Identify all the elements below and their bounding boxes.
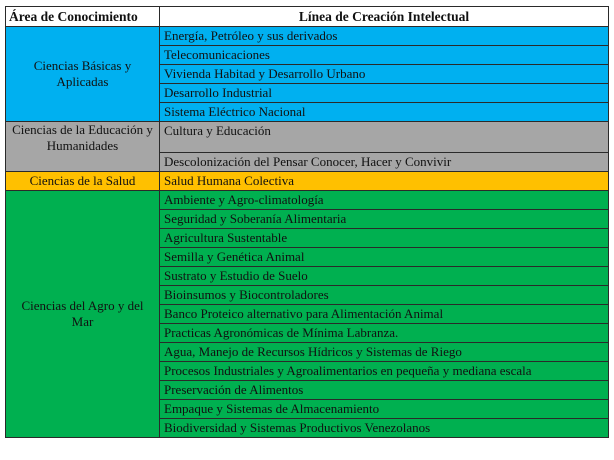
line-cell: Seguridad y Soberanía Alimentaria xyxy=(160,210,609,229)
header-line: Línea de Creación Intelectual xyxy=(160,7,609,27)
table-row xyxy=(6,122,609,153)
line-cell: Practicas Agronómicas de Mínima Labranza. xyxy=(160,324,609,343)
area-cell: Ciencias de la Salud xyxy=(6,172,160,191)
area-cell: Ciencias de la Educación y Humanidades xyxy=(6,122,160,172)
line-cell: Ambiente y Agro-climatología xyxy=(160,191,609,210)
table-body xyxy=(6,27,609,438)
line-cell: Semilla y Genética Animal xyxy=(160,248,609,267)
knowledge-areas-table xyxy=(5,6,609,438)
line-cell: Biodiversidad y Sistemas Productivos Venezolanos xyxy=(160,419,609,438)
line-cell: Vivienda Habitad y Desarrollo Urbano xyxy=(160,65,609,84)
line-cell: Cultura y Educación xyxy=(160,122,609,153)
line-cell: Empaque y Sistemas de Almacenamiento xyxy=(160,400,609,419)
table-row xyxy=(6,191,609,210)
line-cell: Descolonización del Pensar Conocer, Hacer y Convivir xyxy=(160,153,609,172)
line-cell: Salud Humana Colectiva xyxy=(160,172,609,191)
area-cell: Ciencias Básicas y Aplicadas xyxy=(6,27,160,122)
line-cell: Telecomunicaciones xyxy=(160,46,609,65)
table-row xyxy=(6,172,609,191)
line-cell: Agua, Manejo de Recursos Hídricos y Sistemas de Riego xyxy=(160,343,609,362)
header-row xyxy=(6,7,609,27)
line-cell: Banco Proteico alternativo para Alimentación Animal xyxy=(160,305,609,324)
line-cell: Desarrollo Industrial xyxy=(160,84,609,103)
table-container xyxy=(5,6,608,438)
line-cell: Sistema Eléctrico Nacional xyxy=(160,103,609,122)
line-cell: Preservación de Alimentos xyxy=(160,381,609,400)
table-row xyxy=(6,27,609,46)
line-cell: Agricultura Sustentable xyxy=(160,229,609,248)
header-area: Área de Conocimiento xyxy=(6,7,160,27)
line-cell: Energía, Petróleo y sus derivados xyxy=(160,27,609,46)
line-cell: Procesos Industriales y Agroalimentarios en pequeña y mediana escala xyxy=(160,362,609,381)
line-cell: Sustrato y Estudio de Suelo xyxy=(160,267,609,286)
line-cell: Bioinsumos y Biocontroladores xyxy=(160,286,609,305)
area-cell: Ciencias del Agro y del Mar xyxy=(6,191,160,438)
